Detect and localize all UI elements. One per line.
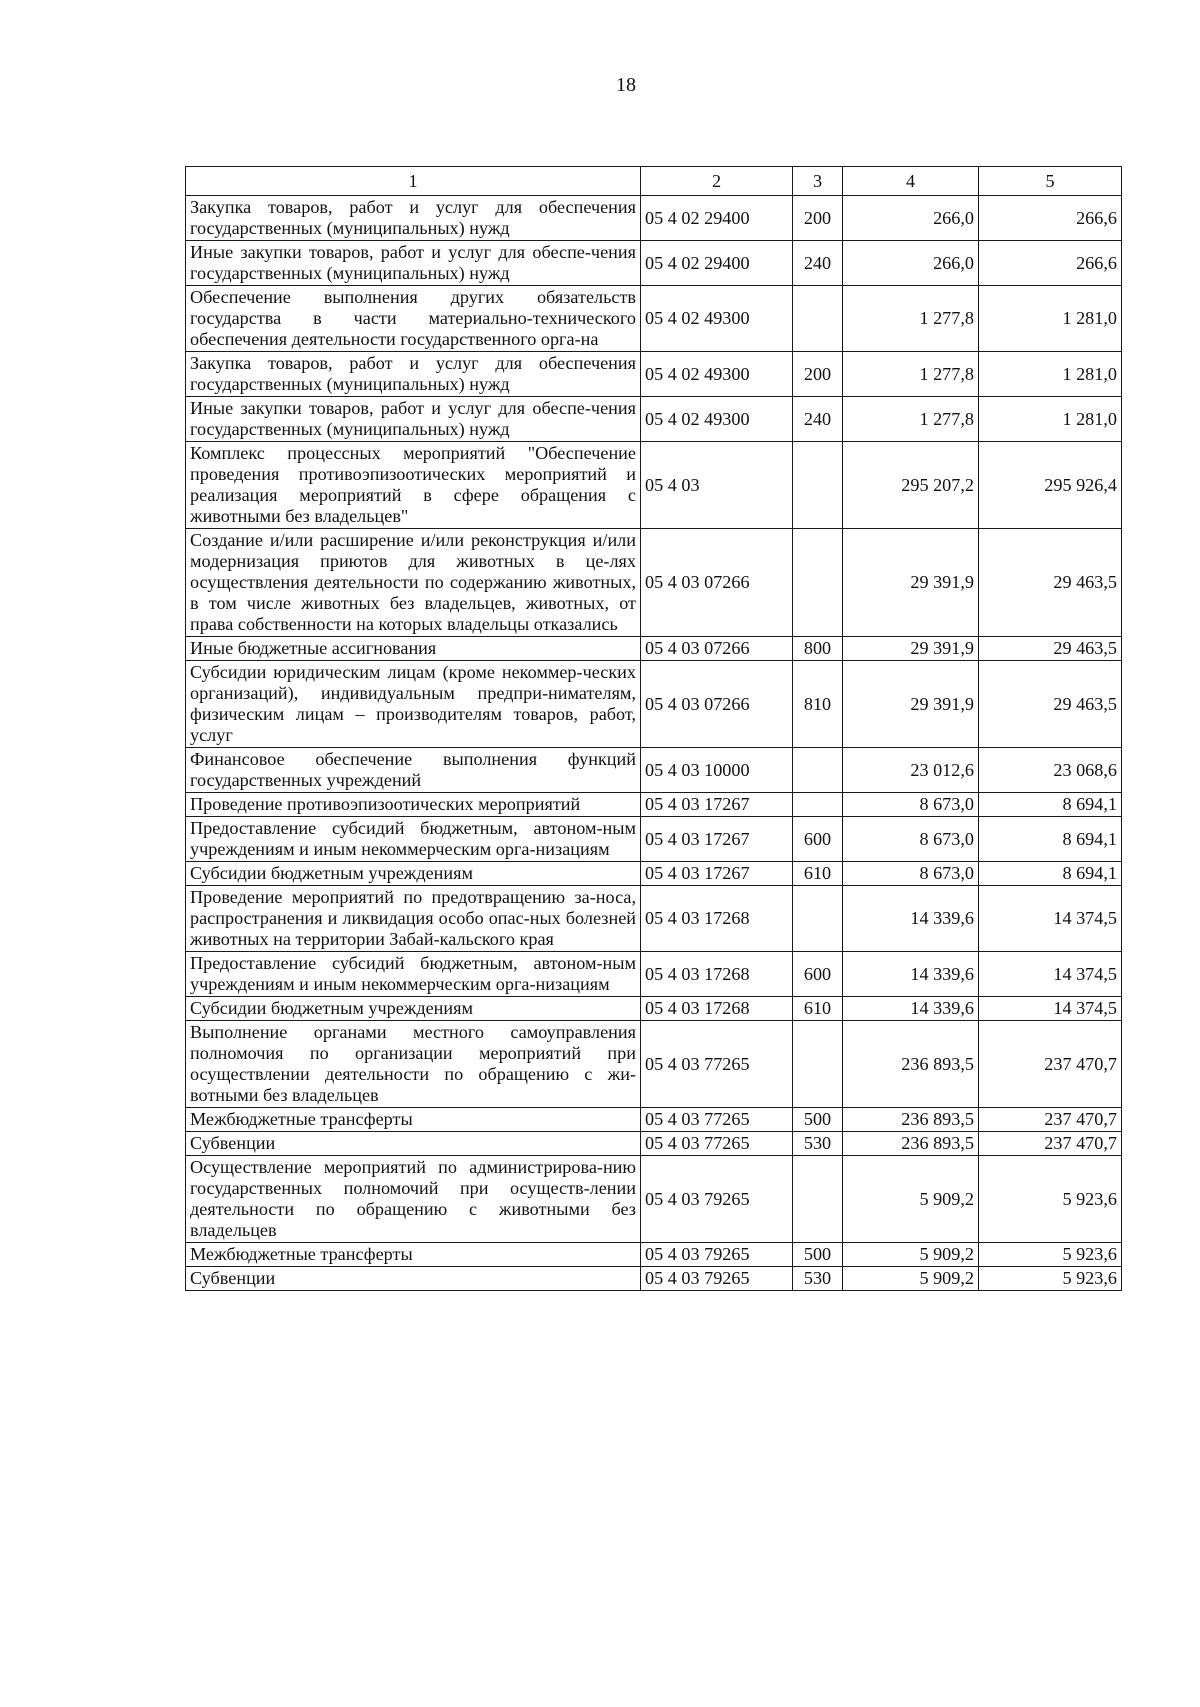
table-row [186,352,1122,397]
cell-amount-col5: 237 470,7 [979,1132,1122,1156]
cell-amount-col4: 295 207,2 [843,442,979,529]
cell-amount-col5: 23 068,6 [979,748,1122,793]
cell-expense-kind [793,1021,843,1108]
cell-name: Создание и/или расширение и/или реконструкция и/или модернизация приютов для животных в це-лях осуществления деятельности по содержанию животных, в том числе животных без владельцев, животных, от права собственности на которых владельцы отказались [186,529,641,637]
cell-name: Межбюджетные трансферты [186,1243,641,1267]
cell-expense-kind [793,286,843,352]
cell-code: 05 4 03 07266 [641,661,793,748]
cell-amount-col5: 237 470,7 [979,1108,1122,1132]
cell-expense-kind: 800 [793,637,843,661]
cell-amount-col4: 236 893,5 [843,1021,979,1108]
cell-amount-col4: 14 339,6 [843,952,979,997]
cell-amount-col5: 14 374,5 [979,997,1122,1021]
cell-amount-col4: 1 277,8 [843,286,979,352]
cell-amount-col5: 14 374,5 [979,952,1122,997]
table-row [186,793,1122,817]
cell-code: 05 4 03 07266 [641,529,793,637]
cell-name: Проведение противоэпизоотических мероприятий [186,793,641,817]
cell-amount-col4: 29 391,9 [843,661,979,748]
cell-name: Обеспечение выполнения других обязательств государства в части материально-технического обеспечения деятельности государственного орга-на [186,286,641,352]
cell-expense-kind [793,793,843,817]
cell-code: 05 4 02 29400 [641,241,793,286]
cell-name: Осуществление мероприятий по администрирова-нию государственных полномочий при осуществ-лении деятельности по обращению с животными без владельцев [186,1156,641,1243]
table-row [186,997,1122,1021]
cell-amount-col5: 14 374,5 [979,886,1122,952]
cell-expense-kind: 530 [793,1267,843,1291]
cell-name: Проведение мероприятий по предотвращению за-носа, распространения и ликвидация особо опас-ных болезней животных на территории Забай-кальского края [186,886,641,952]
cell-expense-kind: 200 [793,352,843,397]
cell-amount-col5: 237 470,7 [979,1021,1122,1108]
table-row [186,1156,1122,1243]
table-row [186,1021,1122,1108]
cell-code: 05 4 03 17268 [641,886,793,952]
cell-name: Субвенции [186,1267,641,1291]
cell-name: Субсидии бюджетным учреждениям [186,862,641,886]
cell-amount-col5: 8 694,1 [979,793,1122,817]
cell-expense-kind: 530 [793,1132,843,1156]
table-row [186,286,1122,352]
cell-amount-col5: 8 694,1 [979,862,1122,886]
cell-name: Иные закупки товаров, работ и услуг для обеспе-чения государственных (муниципальных) нужд [186,241,641,286]
cell-name: Предоставление субсидий бюджетным, автоном-ным учреждениям и иным некоммерческим орга-низациям [186,817,641,862]
column-header-3: 3 [793,167,843,196]
cell-amount-col4: 8 673,0 [843,793,979,817]
cell-name: Иные бюджетные ассигнования [186,637,641,661]
cell-amount-col4: 5 909,2 [843,1243,979,1267]
header-row [186,167,1122,196]
cell-expense-kind: 240 [793,241,843,286]
cell-expense-kind [793,1156,843,1243]
cell-amount-col5: 295 926,4 [979,442,1122,529]
table-row [186,442,1122,529]
cell-name: Закупка товаров, работ и услуг для обеспечения государственных (муниципальных) нужд [186,352,641,397]
cell-name: Предоставление субсидий бюджетным, автоном-ным учреждениям и иным некоммерческим орга-низациям [186,952,641,997]
table-row [186,1132,1122,1156]
cell-expense-kind [793,886,843,952]
cell-code: 05 4 03 17267 [641,817,793,862]
cell-code: 05 4 03 17268 [641,952,793,997]
cell-amount-col4: 29 391,9 [843,637,979,661]
cell-amount-col4: 266,0 [843,241,979,286]
column-header-2: 2 [641,167,793,196]
cell-code: 05 4 03 10000 [641,748,793,793]
cell-name: Иные закупки товаров, работ и услуг для обеспе-чения государственных (муниципальных) нужд [186,397,641,442]
cell-amount-col4: 8 673,0 [843,862,979,886]
cell-expense-kind: 200 [793,196,843,241]
table-row [186,817,1122,862]
cell-amount-col5: 266,6 [979,241,1122,286]
table-row [186,241,1122,286]
cell-name: Закупка товаров, работ и услуг для обеспечения государственных (муниципальных) нужд [186,196,641,241]
cell-code: 05 4 03 17267 [641,862,793,886]
cell-code: 05 4 03 77265 [641,1021,793,1108]
cell-name: Финансовое обеспечение выполнения функций государственных учреждений [186,748,641,793]
cell-name: Межбюджетные трансферты [186,1108,641,1132]
cell-amount-col4: 5 909,2 [843,1156,979,1243]
cell-code: 05 4 03 17268 [641,997,793,1021]
cell-code: 05 4 03 79265 [641,1267,793,1291]
cell-amount-col5: 29 463,5 [979,529,1122,637]
cell-expense-kind: 500 [793,1108,843,1132]
cell-amount-col4: 1 277,8 [843,397,979,442]
cell-amount-col5: 5 923,6 [979,1267,1122,1291]
cell-amount-col4: 1 277,8 [843,352,979,397]
cell-expense-kind [793,442,843,529]
cell-amount-col4: 236 893,5 [843,1132,979,1156]
table-row [186,1243,1122,1267]
cell-name: Комплекс процессных мероприятий "Обеспечение проведения противоэпизоотических мероприятий и реализация мероприятий в сфере обращения с животными без владельцев" [186,442,641,529]
cell-amount-col5: 1 281,0 [979,397,1122,442]
cell-expense-kind: 240 [793,397,843,442]
cell-amount-col5: 29 463,5 [979,661,1122,748]
cell-code: 05 4 03 79265 [641,1156,793,1243]
cell-name: Выполнение органами местного самоуправления полномочия по организации мероприятий при осуществлении деятельности по обращению с жи-вотными без владельцев [186,1021,641,1108]
cell-code: 05 4 02 29400 [641,196,793,241]
cell-code: 05 4 02 49300 [641,397,793,442]
cell-amount-col5: 8 694,1 [979,817,1122,862]
table-row [186,1108,1122,1132]
cell-amount-col5: 5 923,6 [979,1156,1122,1243]
table-row [186,637,1122,661]
column-header-1: 1 [186,167,641,196]
cell-amount-col4: 14 339,6 [843,886,979,952]
cell-expense-kind: 600 [793,952,843,997]
budget-table-body [186,167,1122,1291]
cell-expense-kind: 810 [793,661,843,748]
cell-amount-col4: 236 893,5 [843,1108,979,1132]
table-row [186,661,1122,748]
table-row [186,886,1122,952]
cell-amount-col4: 266,0 [843,196,979,241]
cell-amount-col4: 14 339,6 [843,997,979,1021]
cell-amount-col5: 1 281,0 [979,352,1122,397]
cell-name: Субсидии бюджетным учреждениям [186,997,641,1021]
table-row [186,1267,1122,1291]
cell-amount-col4: 29 391,9 [843,529,979,637]
table-row [186,529,1122,637]
table-row [186,952,1122,997]
cell-code: 05 4 03 [641,442,793,529]
cell-expense-kind: 500 [793,1243,843,1267]
cell-amount-col4: 23 012,6 [843,748,979,793]
column-header-4: 4 [843,167,979,196]
cell-name: Субсидии юридическим лицам (кроме некоммер-ческих организаций), индивидуальным предпри-нимателям, физическим лицам – производителям товаров, работ, услуг [186,661,641,748]
table-row [186,748,1122,793]
cell-code: 05 4 03 07266 [641,637,793,661]
cell-code: 05 4 03 77265 [641,1108,793,1132]
cell-code: 05 4 03 79265 [641,1243,793,1267]
cell-expense-kind: 600 [793,817,843,862]
table-row [186,196,1122,241]
cell-expense-kind: 610 [793,997,843,1021]
cell-amount-col5: 5 923,6 [979,1243,1122,1267]
cell-code: 05 4 02 49300 [641,286,793,352]
table-row [186,862,1122,886]
cell-expense-kind [793,748,843,793]
cell-expense-kind [793,529,843,637]
page-number: 18 [616,74,636,96]
cell-expense-kind: 610 [793,862,843,886]
cell-code: 05 4 03 17267 [641,793,793,817]
cell-amount-col5: 1 281,0 [979,286,1122,352]
cell-name: Субвенции [186,1132,641,1156]
budget-table [185,166,1122,1291]
column-header-5: 5 [979,167,1122,196]
cell-amount-col4: 8 673,0 [843,817,979,862]
cell-code: 05 4 02 49300 [641,352,793,397]
cell-amount-col5: 29 463,5 [979,637,1122,661]
cell-amount-col4: 5 909,2 [843,1267,979,1291]
cell-code: 05 4 03 77265 [641,1132,793,1156]
table-row [186,397,1122,442]
cell-amount-col5: 266,6 [979,196,1122,241]
